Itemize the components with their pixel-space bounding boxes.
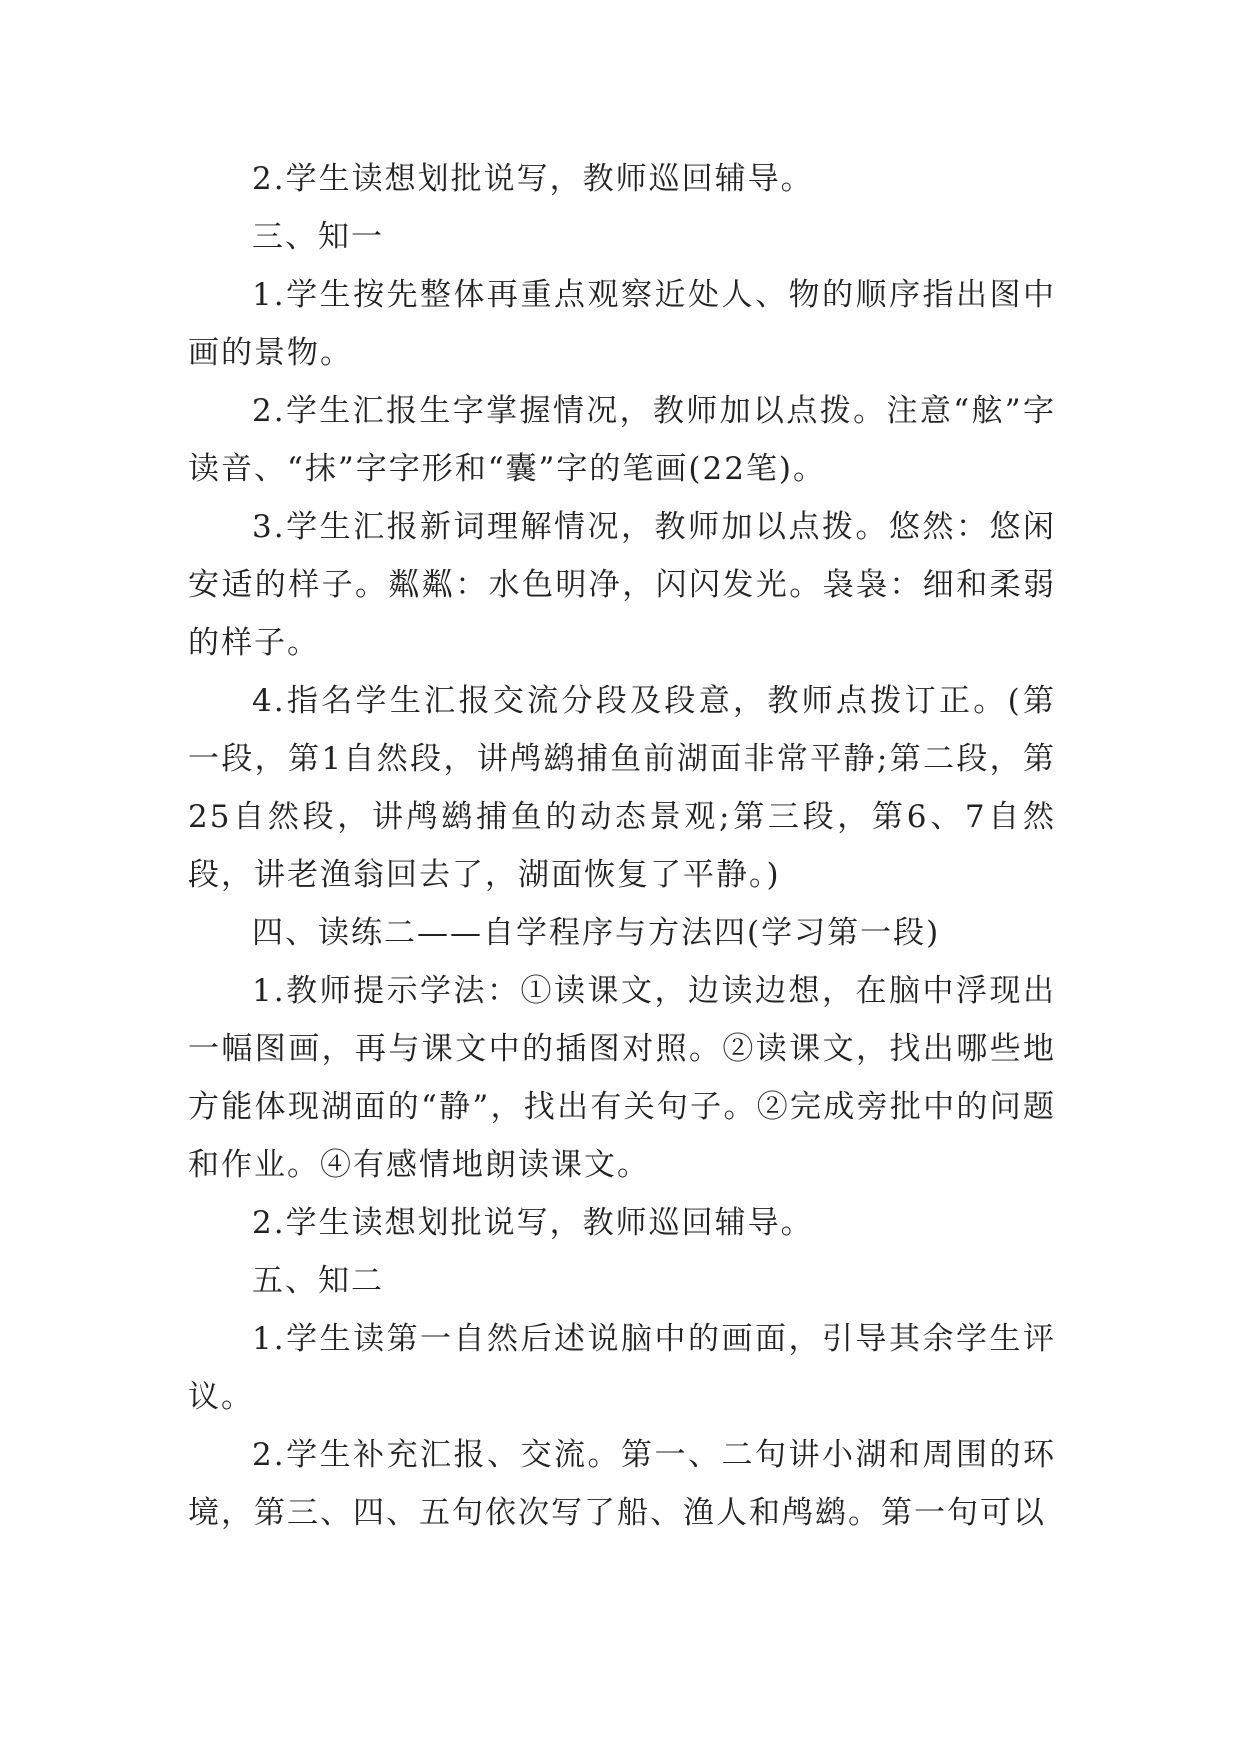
paragraph-6: 4.指名学生汇报交流分段及段意，教师点拨订正。(第一段，第1自然段，讲鸬鹚捕鱼前湖面非常平静;第二段，第25自然段，讲鸬鹚捕鱼的动态景观;第三段，第6、7自然段，讲老渔翁回去了，湖面恢复了平静。) — [188, 683, 1056, 893]
document-body — [188, 150, 1056, 1542]
paragraph-3: 1.学生按先整体再重点观察近处人、物的顺序指出图中画的景物。 — [188, 277, 1056, 371]
paragraph-9: 2.学生读想划批说写，教师巡回辅导。 — [252, 1205, 814, 1241]
paragraph-8: 1.教师提示学法：①读课文，边读边想，在脑中浮现出一幅图画，再与课文中的插图对照。②读课文，找出哪些地方能体现湖面的“静”，找出有关句子。②完成旁批中的问题和作业。④有感情地朗读课文。 — [188, 973, 1056, 1183]
paragraph-12: 2.学生补充汇报、交流。第一、二句讲小湖和周围的环境，第三、四、五句依次写了船、渔人和鸬鹚。第一句可以 — [188, 1437, 1056, 1531]
section-heading-3: 三、知一 — [252, 219, 384, 255]
section-heading-4: 四、读练二——自学程序与方法四(学习第一段) — [252, 915, 941, 951]
paragraph-11: 1.学生读第一自然后述说脑中的画面，引导其余学生评议。 — [188, 1321, 1056, 1415]
section-heading-5: 五、知二 — [252, 1263, 384, 1299]
paragraph-5: 3.学生汇报新词理解情况，教师加以点拨。悠然：悠闲安适的样子。粼粼：水色明净，闪闪发光。袅袅：细和柔弱的样子。 — [188, 509, 1056, 661]
paragraph-1: 2.学生读想划批说写，教师巡回辅导。 — [252, 161, 814, 197]
paragraph-4: 2.学生汇报生字掌握情况，教师加以点拨。注意“舷”字读音、“抹”字字形和“囊”字的笔画(22笔)。 — [188, 393, 1056, 487]
